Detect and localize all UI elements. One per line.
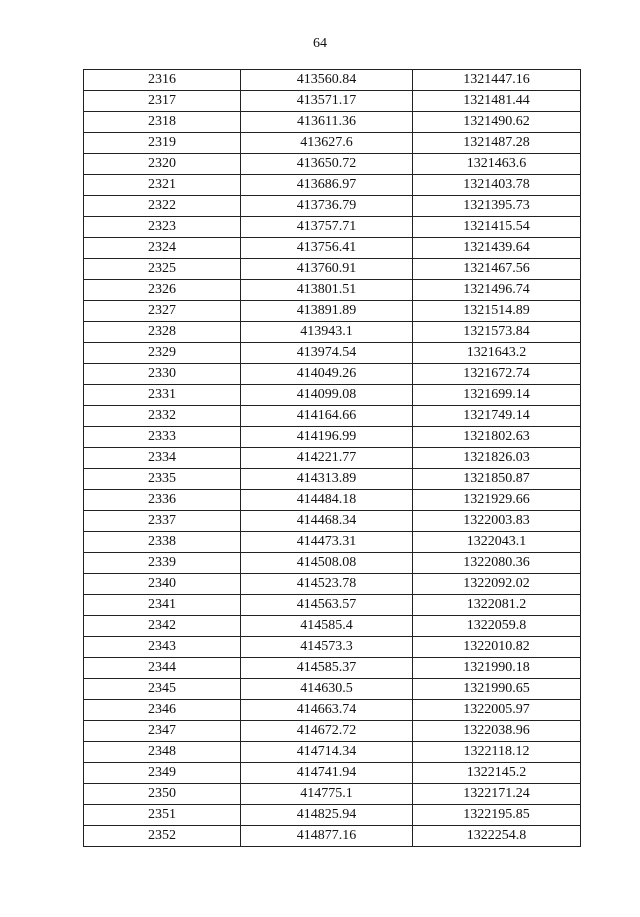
y-coordinate-cell: 1322043.1 — [413, 532, 581, 553]
x-coordinate-cell: 414523.78 — [241, 574, 413, 595]
table-row — [84, 175, 581, 196]
point-number-cell: 2333 — [84, 427, 241, 448]
table-row — [84, 511, 581, 532]
point-number-cell: 2321 — [84, 175, 241, 196]
point-number-cell: 2344 — [84, 658, 241, 679]
point-number-cell: 2337 — [84, 511, 241, 532]
x-coordinate-cell: 413627.6 — [241, 133, 413, 154]
table-row — [84, 91, 581, 112]
y-coordinate-cell: 1321467.56 — [413, 259, 581, 280]
x-coordinate-cell: 414049.26 — [241, 364, 413, 385]
point-number-cell: 2346 — [84, 700, 241, 721]
y-coordinate-cell: 1322059.8 — [413, 616, 581, 637]
y-coordinate-cell: 1321749.14 — [413, 406, 581, 427]
x-coordinate-cell: 414164.66 — [241, 406, 413, 427]
point-number-cell: 2319 — [84, 133, 241, 154]
table-row — [84, 70, 581, 91]
table-row — [84, 112, 581, 133]
table-row — [84, 154, 581, 175]
coordinates-table — [83, 69, 581, 847]
table-row — [84, 700, 581, 721]
y-coordinate-cell: 1321802.63 — [413, 427, 581, 448]
x-coordinate-cell: 413736.79 — [241, 196, 413, 217]
point-number-cell: 2340 — [84, 574, 241, 595]
table-row — [84, 637, 581, 658]
y-coordinate-cell: 1322171.24 — [413, 784, 581, 805]
x-coordinate-cell: 413611.36 — [241, 112, 413, 133]
x-coordinate-cell: 414585.4 — [241, 616, 413, 637]
page-number: 64 — [313, 36, 327, 51]
x-coordinate-cell: 414099.08 — [241, 385, 413, 406]
table-row — [84, 826, 581, 847]
x-coordinate-cell: 413560.84 — [241, 70, 413, 91]
table-row — [84, 280, 581, 301]
point-number-cell: 2347 — [84, 721, 241, 742]
table-row — [84, 301, 581, 322]
x-coordinate-cell: 413974.54 — [241, 343, 413, 364]
point-number-cell: 2324 — [84, 238, 241, 259]
table-row — [84, 595, 581, 616]
y-coordinate-cell: 1322195.85 — [413, 805, 581, 826]
x-coordinate-cell: 414573.3 — [241, 637, 413, 658]
x-coordinate-cell: 414484.18 — [241, 490, 413, 511]
table-row — [84, 217, 581, 238]
point-number-cell: 2318 — [84, 112, 241, 133]
table-row — [84, 784, 581, 805]
point-number-cell: 2345 — [84, 679, 241, 700]
y-coordinate-cell: 1322092.02 — [413, 574, 581, 595]
x-coordinate-cell: 413650.72 — [241, 154, 413, 175]
y-coordinate-cell: 1322254.8 — [413, 826, 581, 847]
table-row — [84, 742, 581, 763]
point-number-cell: 2341 — [84, 595, 241, 616]
point-number-cell: 2329 — [84, 343, 241, 364]
point-number-cell: 2342 — [84, 616, 241, 637]
table-row — [84, 553, 581, 574]
x-coordinate-cell: 414468.34 — [241, 511, 413, 532]
y-coordinate-cell: 1322145.2 — [413, 763, 581, 784]
table-row — [84, 133, 581, 154]
table-row — [84, 406, 581, 427]
table-row — [84, 763, 581, 784]
table-row — [84, 364, 581, 385]
table-row — [84, 616, 581, 637]
x-coordinate-cell: 414196.99 — [241, 427, 413, 448]
y-coordinate-cell: 1322003.83 — [413, 511, 581, 532]
y-coordinate-cell: 1321403.78 — [413, 175, 581, 196]
table-row — [84, 448, 581, 469]
y-coordinate-cell: 1321699.14 — [413, 385, 581, 406]
x-coordinate-cell: 413571.17 — [241, 91, 413, 112]
point-number-cell: 2350 — [84, 784, 241, 805]
point-number-cell: 2325 — [84, 259, 241, 280]
table-row — [84, 196, 581, 217]
table-row — [84, 343, 581, 364]
point-number-cell: 2348 — [84, 742, 241, 763]
x-coordinate-cell: 414585.37 — [241, 658, 413, 679]
y-coordinate-cell: 1321850.87 — [413, 469, 581, 490]
x-coordinate-cell: 413801.51 — [241, 280, 413, 301]
point-number-cell: 2328 — [84, 322, 241, 343]
y-coordinate-cell: 1321573.84 — [413, 322, 581, 343]
x-coordinate-cell: 413757.71 — [241, 217, 413, 238]
table-row — [84, 721, 581, 742]
y-coordinate-cell: 1321415.54 — [413, 217, 581, 238]
x-coordinate-cell: 414563.57 — [241, 595, 413, 616]
table-row — [84, 490, 581, 511]
x-coordinate-cell: 414663.74 — [241, 700, 413, 721]
point-number-cell: 2343 — [84, 637, 241, 658]
x-coordinate-cell: 414630.5 — [241, 679, 413, 700]
y-coordinate-cell: 1321929.66 — [413, 490, 581, 511]
point-number-cell: 2322 — [84, 196, 241, 217]
point-number-cell: 2330 — [84, 364, 241, 385]
y-coordinate-cell: 1321643.2 — [413, 343, 581, 364]
point-number-cell: 2323 — [84, 217, 241, 238]
coordinates-table-body — [84, 70, 581, 847]
y-coordinate-cell: 1322118.12 — [413, 742, 581, 763]
y-coordinate-cell: 1321481.44 — [413, 91, 581, 112]
table-row — [84, 532, 581, 553]
x-coordinate-cell: 413943.1 — [241, 322, 413, 343]
point-number-cell: 2339 — [84, 553, 241, 574]
y-coordinate-cell: 1321990.18 — [413, 658, 581, 679]
table-row — [84, 385, 581, 406]
y-coordinate-cell: 1321672.74 — [413, 364, 581, 385]
y-coordinate-cell: 1321490.62 — [413, 112, 581, 133]
table-row — [84, 658, 581, 679]
point-number-cell: 2331 — [84, 385, 241, 406]
point-number-cell: 2334 — [84, 448, 241, 469]
x-coordinate-cell: 414741.94 — [241, 763, 413, 784]
y-coordinate-cell: 1321463.6 — [413, 154, 581, 175]
point-number-cell: 2338 — [84, 532, 241, 553]
x-coordinate-cell: 414825.94 — [241, 805, 413, 826]
x-coordinate-cell: 414221.77 — [241, 448, 413, 469]
x-coordinate-cell: 414714.34 — [241, 742, 413, 763]
x-coordinate-cell: 413756.41 — [241, 238, 413, 259]
y-coordinate-cell: 1321826.03 — [413, 448, 581, 469]
y-coordinate-cell: 1321439.64 — [413, 238, 581, 259]
table-row — [84, 574, 581, 595]
point-number-cell: 2316 — [84, 70, 241, 91]
point-number-cell: 2317 — [84, 91, 241, 112]
table-row — [84, 322, 581, 343]
x-coordinate-cell: 414877.16 — [241, 826, 413, 847]
point-number-cell: 2326 — [84, 280, 241, 301]
y-coordinate-cell: 1321496.74 — [413, 280, 581, 301]
y-coordinate-cell: 1322038.96 — [413, 721, 581, 742]
table-row — [84, 469, 581, 490]
y-coordinate-cell: 1322081.2 — [413, 595, 581, 616]
y-coordinate-cell: 1321990.65 — [413, 679, 581, 700]
y-coordinate-cell: 1321487.28 — [413, 133, 581, 154]
table-row — [84, 805, 581, 826]
x-coordinate-cell: 413891.89 — [241, 301, 413, 322]
x-coordinate-cell: 414508.08 — [241, 553, 413, 574]
point-number-cell: 2336 — [84, 490, 241, 511]
table-row — [84, 427, 581, 448]
table-row — [84, 679, 581, 700]
x-coordinate-cell: 414672.72 — [241, 721, 413, 742]
point-number-cell: 2327 — [84, 301, 241, 322]
point-number-cell: 2352 — [84, 826, 241, 847]
point-number-cell: 2320 — [84, 154, 241, 175]
y-coordinate-cell: 1321514.89 — [413, 301, 581, 322]
y-coordinate-cell: 1322080.36 — [413, 553, 581, 574]
y-coordinate-cell: 1321447.16 — [413, 70, 581, 91]
x-coordinate-cell: 414313.89 — [241, 469, 413, 490]
x-coordinate-cell: 414775.1 — [241, 784, 413, 805]
table-row — [84, 259, 581, 280]
point-number-cell: 2332 — [84, 406, 241, 427]
x-coordinate-cell: 413686.97 — [241, 175, 413, 196]
point-number-cell: 2349 — [84, 763, 241, 784]
x-coordinate-cell: 414473.31 — [241, 532, 413, 553]
y-coordinate-cell: 1321395.73 — [413, 196, 581, 217]
point-number-cell: 2351 — [84, 805, 241, 826]
x-coordinate-cell: 413760.91 — [241, 259, 413, 280]
point-number-cell: 2335 — [84, 469, 241, 490]
table-row — [84, 238, 581, 259]
y-coordinate-cell: 1322005.97 — [413, 700, 581, 721]
y-coordinate-cell: 1322010.82 — [413, 637, 581, 658]
